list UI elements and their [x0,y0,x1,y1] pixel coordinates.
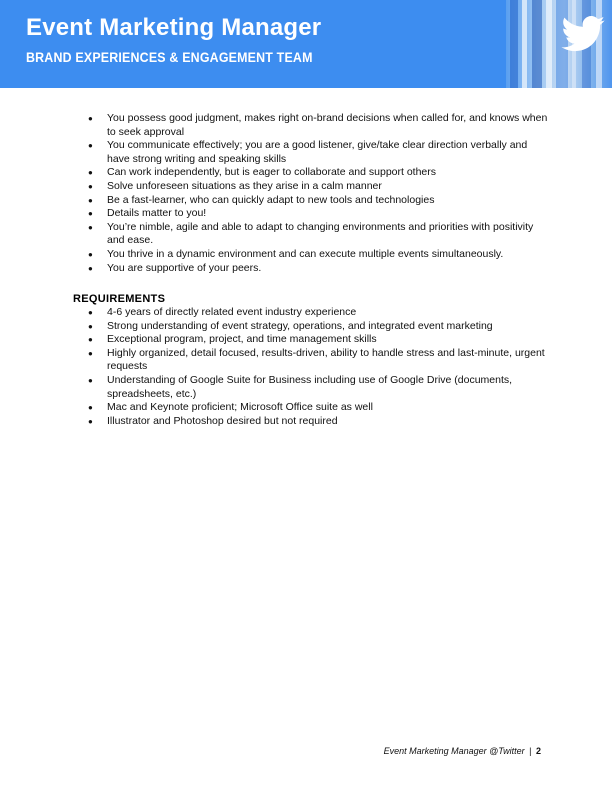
qualities-list [88,112,548,275]
header-collage-image [506,0,612,88]
page-footer [384,746,541,756]
page-header [0,0,612,88]
list-item: ● Details matter to you! [88,207,548,221]
list-item: ● You’re nimble, agile and able to adapt to changing environments and priorities with positivity and ease. [88,221,548,248]
list-item: ● You thrive in a dynamic environment and can execute multiple events simultaneously. [88,248,548,262]
page-title: Event Marketing Manager [26,14,322,41]
list-item: ● Exceptional program, project, and time management skills [88,333,548,347]
requirements-heading: REQUIREMENTS [73,293,166,305]
list-item: ● Mac and Keynote proficient; Microsoft Office suite as well [88,401,548,415]
list-item: ● 4-6 years of directly related event industry experience [88,306,548,320]
requirements-list [88,306,548,428]
page-number: 2 [535,746,541,756]
page-subtitle: BRAND EXPERIENCES & ENGAGEMENT TEAM [26,50,313,65]
twitter-bird-icon [561,16,605,52]
list-item: ● Illustrator and Photoshop desired but not required [88,415,548,429]
list-item: ● Strong understanding of event strategy, operations, and integrated event marketing [88,320,548,334]
list-item: ● You communicate effectively; you are a good listener, give/take clear direction verbally and have strong writing and speaking skills [88,139,548,166]
list-item: ● Highly organized, detail focused, results-driven, ability to handle stress and last-minute, urgent requests [88,347,548,374]
footer-separator: | [529,746,532,756]
list-item: ● You possess good judgment, makes right on-brand decisions when called for, and knows when to seek approval [88,112,548,139]
list-item: ● Solve unforeseen situations as they arise in a calm manner [88,180,548,194]
list-item: ● Can work independently, but is eager to collaborate and support others [88,166,548,180]
list-item: ● You are supportive of your peers. [88,262,548,276]
list-item: ● Be a fast-learner, who can quickly adapt to new tools and technologies [88,194,548,208]
footer-text: Event Marketing Manager @Twitter [383,746,525,756]
list-item: ● Understanding of Google Suite for Business including use of Google Drive (documents, spreadsheets, etc.) [88,374,548,401]
